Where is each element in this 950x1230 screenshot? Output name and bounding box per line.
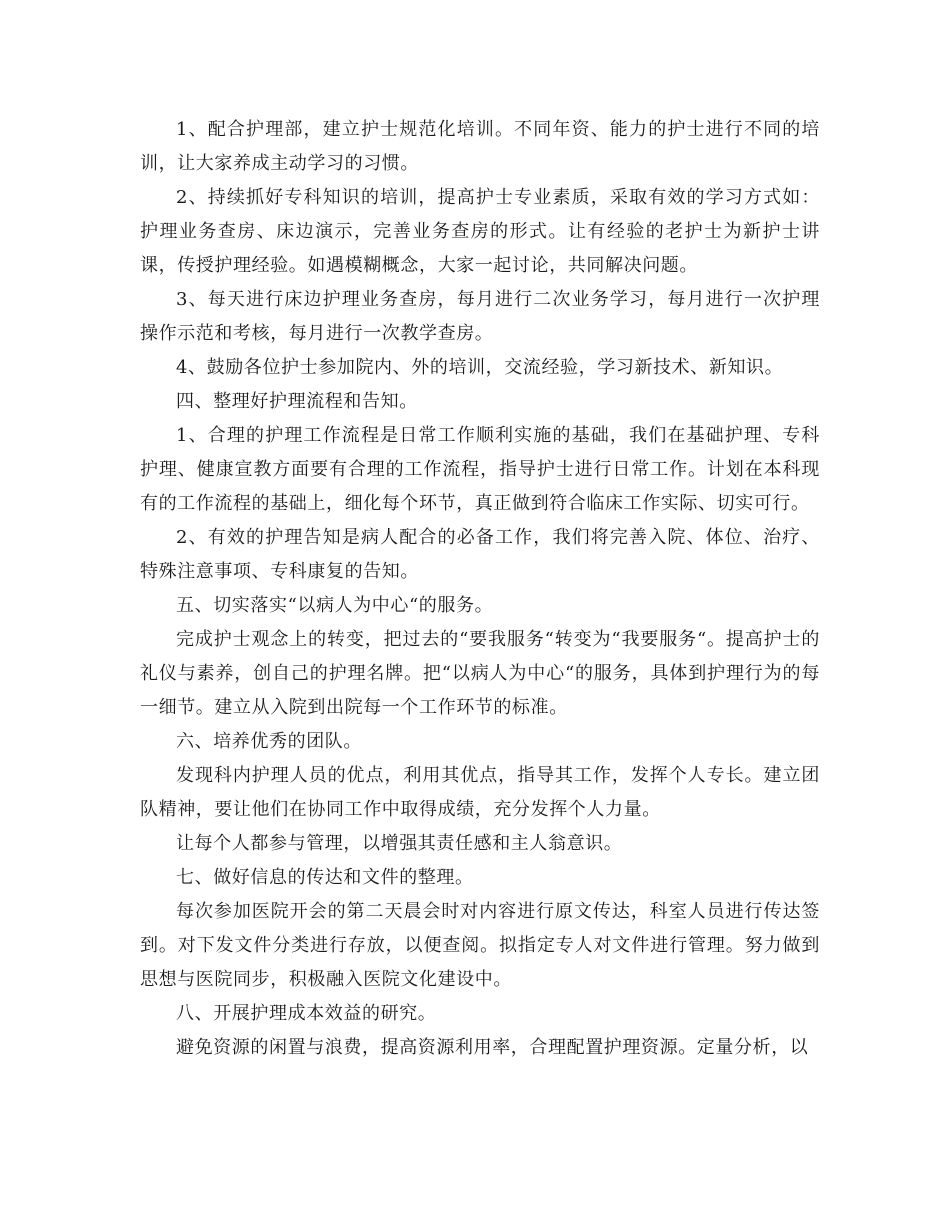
section-heading-4: 四、整理好护理流程和告知。 bbox=[176, 391, 418, 412]
paragraph-cost-benefit: 避免资源的闲置与浪费，提高资源利用率，合理配置护理资源。定量分析，以 bbox=[176, 1037, 809, 1058]
section-heading-8: 八、开展护理成本效益的研究。 bbox=[176, 1003, 437, 1024]
section-heading-5: 五、切实落实“以病人为中心“的服务。 bbox=[176, 595, 494, 616]
section-heading-7: 七、做好信息的传达和文件的整理。 bbox=[176, 867, 474, 888]
section-heading-6: 六、培养优秀的团队。 bbox=[176, 731, 362, 752]
paragraph-workflow-2: 2、有效的护理告知是病人配合的必备工作，我们将完善入院、体位、治疗、特殊注意事项、专科康复的告知。 bbox=[140, 527, 820, 582]
paragraph-documents: 每次参加医院开会的第二天晨会时对内容进行原文传达，科室人员进行传达签到。对下发文件分类进行存放，以便查阅。拟指定专人对文件进行管理。努力做到思想与医院同步，积极融入医院文化建设中。 bbox=[140, 901, 820, 990]
paragraph-training-4: 4、鼓励各位护士参加院内、外的培训，交流经验，学习新技术、新知识。 bbox=[176, 357, 784, 378]
document-body bbox=[140, 113, 820, 1065]
paragraph-team-2: 让每个人都参与管理，以增强其责任感和主人翁意识。 bbox=[176, 833, 623, 854]
paragraph-team-1: 发现科内护理人员的优点，利用其优点，指导其工作，发挥个人专长。建立团队精神，要让他们在协同工作中取得成绩，充分发挥个人力量。 bbox=[140, 765, 820, 820]
paragraph-service: 完成护士观念上的转变，把过去的“要我服务“转变为“我要服务“。提高护士的礼仪与素养，创自己的护理名牌。把“以病人为中心“的服务，具体到护理行为的每一细节。建立从入院到出院每一个工作环节的标准。 bbox=[140, 629, 820, 718]
paragraph-training-1: 1、配合护理部，建立护士规范化培训。不同年资、能力的护士进行不同的培训，让大家养成主动学习的习惯。 bbox=[140, 119, 820, 174]
paragraph-workflow-1: 1、合理的护理工作流程是日常工作顺利实施的基础，我们在基础护理、专科护理、健康宣教方面要有合理的工作流程，指导护士进行日常工作。计划在本科现有的工作流程的基础上，细化每个环节，真正做到符合临床工作实际、切实可行。 bbox=[140, 425, 820, 514]
paragraph-training-3: 3、每天进行床边护理业务查房，每月进行二次业务学习，每月进行一次护理操作示范和考核，每月进行一次教学查房。 bbox=[140, 289, 820, 344]
paragraph-training-2: 2、持续抓好专科知识的培训，提高护士专业素质，采取有效的学习方式如：护理业务查房、床边演示，完善业务查房的形式。让有经验的老护士为新护士讲课，传授护理经验。如遇模糊概念，大家一起讨论，共同解决问题。 bbox=[140, 187, 820, 276]
